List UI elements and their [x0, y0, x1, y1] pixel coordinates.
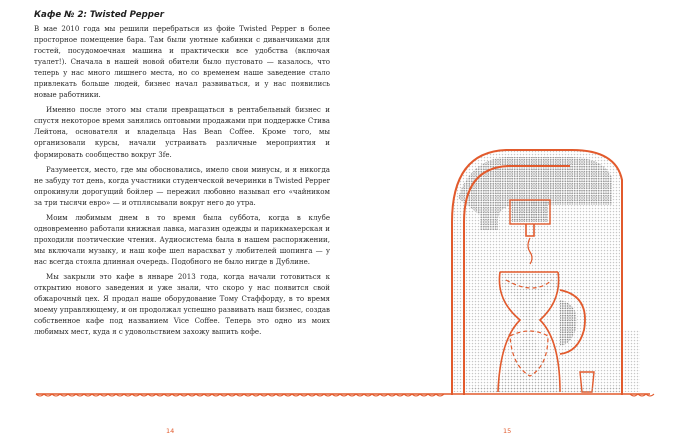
paragraph: В мае 2010 года мы решили перебраться из фойе Twisted Pepper в более просторное помещение бара. Там были уютные кабинки с диванчиками для гостей, посудомоечная машина и практически все удобства (включая туалет!). Сначала в нашей новой обители было пустовато — казалось, что теперь у нас много лишнего места, но со временем наше заведение стало привлекать больше людей, бизнес начал развиваться, и у нас появились новые работники. [34, 24, 330, 100]
paragraph: Мы закрыли это кафе в январе 2013 года, когда начали готовиться к открытию нового заведения и уже знали, что скоро у нас появится свой обжарочный цех. Я продал наше оборудование Тому Стаффорду, в то время моему управляющему, и он продолжал успешно развивать наш бизнес, создав собственное кафе под названием Vice Coffee. Теперь это одно из моих любимых мест, куда я с удовольствием захожу выпить кофе. [34, 271, 330, 337]
coffee-machine-pour-over-illustration [330, 0, 683, 446]
paragraph: Разумеется, место, где мы обосновались, имело свои минусы, и я никогда не забуду тот день, когда участники студенческой вечеринки в Twisted Pepper опрокинули дорогущий бойлер — пережил любовно называл его «чайником за три тысячи евро» — и отплясывали вокруг него до утра. [34, 164, 331, 207]
body-text [34, 23, 330, 337]
section-heading: Кафе № 2: Twisted Pepper [34, 10, 164, 20]
paragraph: Моим любимым днем в то время была суббота, когда в клубе одновременно работали книжная лавка, магазин одежды и парикмахерская и проходили поэтические чтения. Аудиосистема была в нашем распоряжении, мы включали музыку, и наш кофе шел нарасхват у любителей шопинга — у нас всегда стояла длинная очередь. Подобного не было нигде в Дублине. [34, 212, 330, 266]
page-number-left: 14 [166, 427, 175, 435]
left-page [34, 10, 330, 341]
page-number-right: 15 [503, 427, 512, 435]
paragraph: Именно после этого мы стали превращаться в рентабельный бизнес и спустя некоторое время занялись оптовыми продажами при поддержке Стива Лейтона, основателя и владельца Has Bean Coffee. Кроме того, мы организовали курсы, начали устраивать различные мероприятия и формировать сообщество вокруг 3fe. [34, 105, 330, 159]
